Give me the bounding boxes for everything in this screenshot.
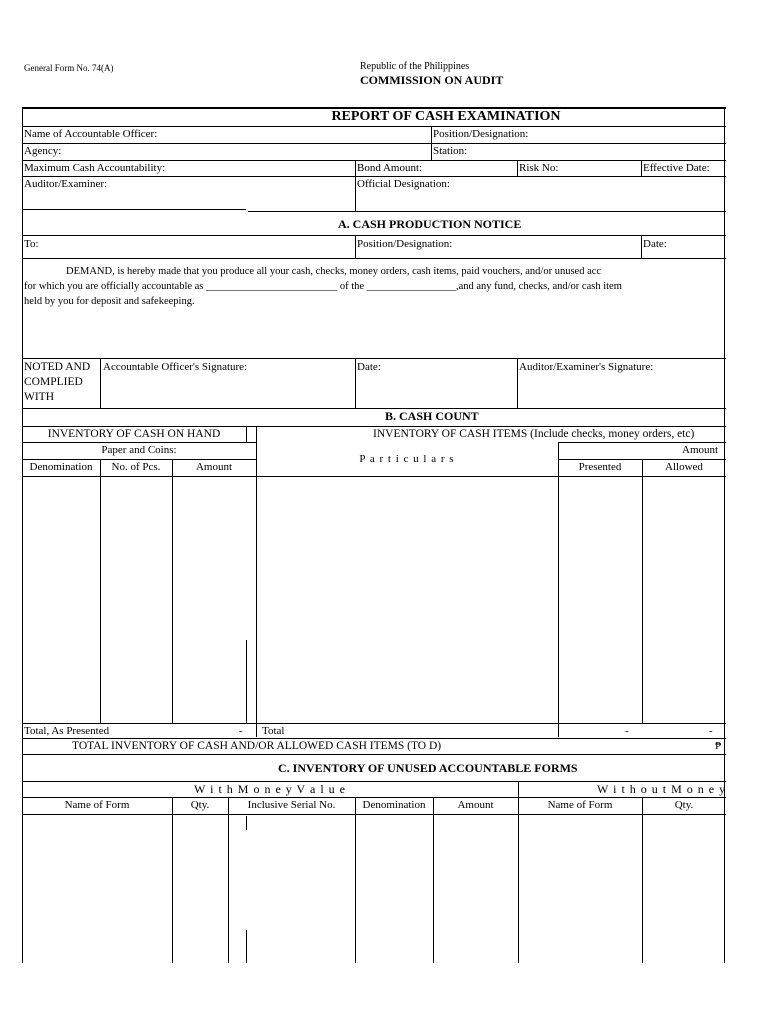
section-a-title: A. CASH PRODUCTION NOTICE <box>338 217 522 231</box>
serial-header: Inclusive Serial No. <box>247 799 336 811</box>
total-presented-amount: - <box>625 725 629 737</box>
with-label: WITH <box>24 391 55 403</box>
name-of-form-header: Name of Form <box>64 799 130 811</box>
allowed-header: Allowed <box>665 461 703 473</box>
position-label: Position/Designation: <box>433 128 529 140</box>
without-money-header: W i t h o u t M o n e y <box>597 782 727 796</box>
noted-label: NOTED AND <box>24 361 91 373</box>
paper-coins-label: Paper and Coins: <box>101 444 177 456</box>
max-cash-label: Maximum Cash Accountability: <box>24 162 166 174</box>
section-b-title: B. CASH COUNT <box>385 409 479 423</box>
demand-line-1: DEMAND, is hereby made that you produce all your cash, checks, money orders, cash items, paid vouchers, and/or unused acc <box>66 266 602 277</box>
particulars-header: P a r t i c u l a r s <box>359 453 455 465</box>
to-label: To: <box>24 238 39 250</box>
agency-label: Agency: <box>24 145 62 157</box>
bond-amount-label: Bond Amount: <box>357 162 423 174</box>
section-c-title: C. INVENTORY OF UNUSED ACCOUNTABLE FORMS <box>278 761 578 775</box>
total-allowed-amount: - <box>709 725 713 737</box>
amount-c-header: Amount <box>457 799 494 811</box>
denomination-c-header: Denomination <box>362 799 426 811</box>
qty-2-header: Qty. <box>674 799 694 811</box>
auditor-label: Auditor/Examiner: <box>24 178 108 190</box>
form-number: General Form No. 74(A) <box>24 63 114 73</box>
position-a-label: Position/Designation: <box>357 238 453 250</box>
total-presented-label: Total, As Presented <box>24 725 110 737</box>
qty-header: Qty. <box>190 799 210 811</box>
demand-line-2: for which you are officially accountable as _________________________ of the _________________,and any fund, checks, and/or cash item <box>24 281 622 292</box>
amount-col-header: Amount <box>195 461 233 473</box>
republic-label: Republic of the Philippines <box>360 61 470 72</box>
commission-label: COMMISSION ON AUDIT <box>360 73 504 87</box>
name-officer-label: Name of Accountable Officer: <box>24 128 158 140</box>
risk-no-label: Risk No: <box>519 162 559 174</box>
cash-items-header: INVENTORY OF CASH ITEMS (Include checks, money orders, etc) <box>373 428 695 440</box>
date-a-label: Date: <box>643 238 667 250</box>
grand-total-label: TOTAL INVENTORY OF CASH AND/OR ALLOWED CASH ITEMS (TO D) <box>72 740 442 752</box>
form-title: REPORT OF CASH EXAMINATION <box>331 109 561 124</box>
peso-sign: ₱ <box>715 740 722 752</box>
officer-signature-label: Accountable Officer's Signature: <box>103 361 248 373</box>
effective-date-label: Effective Date: <box>643 162 710 174</box>
name-of-form-2-header: Name of Form <box>547 799 613 811</box>
date-signature-label: Date: <box>357 361 381 373</box>
amount-header: Amount <box>682 444 719 456</box>
total-presented-value: - <box>239 725 243 737</box>
no-pcs-header: No. of Pcs. <box>111 461 161 473</box>
denomination-header: Denomination <box>29 461 93 473</box>
cash-on-hand-header: INVENTORY OF CASH ON HAND <box>47 428 221 440</box>
complied-label: COMPLIED <box>24 376 83 388</box>
with-money-header: W i t h M o n e y V a l u e <box>194 782 346 796</box>
total-label: Total <box>262 725 285 737</box>
auditor-signature-label: Auditor/Examiner's Signature: <box>519 361 654 373</box>
station-label: Station: <box>433 145 468 157</box>
presented-header: Presented <box>578 461 622 473</box>
demand-paragraph <box>24 264 724 309</box>
demand-line-3: held by you for deposit and safekeeping. <box>24 296 195 307</box>
official-designation-label: Official Designation: <box>357 178 450 190</box>
